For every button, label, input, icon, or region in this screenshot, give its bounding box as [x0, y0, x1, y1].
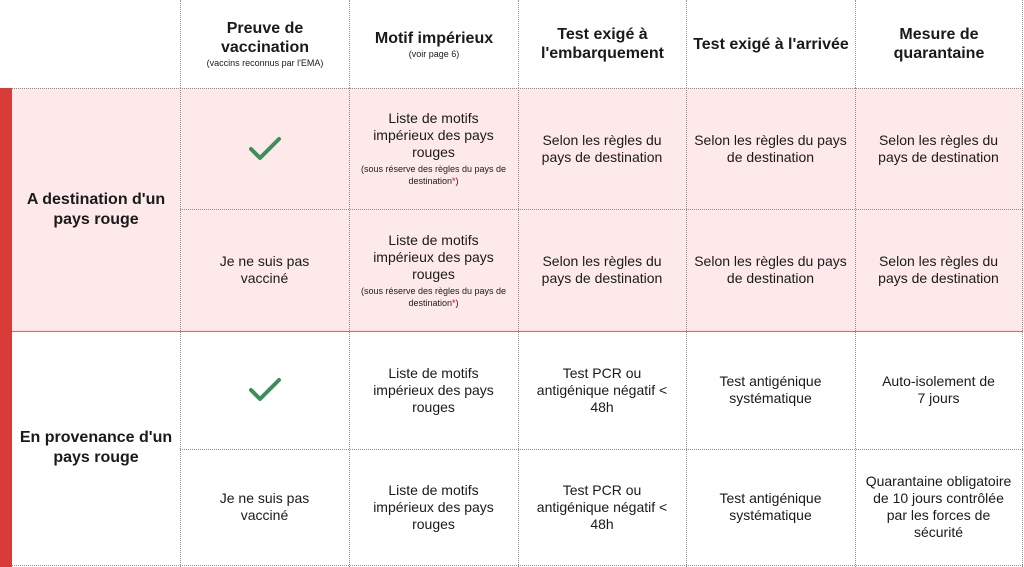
check-icon — [248, 135, 282, 163]
cell-text: Test antigénique systématique — [719, 373, 822, 406]
motif-note: (sous réserve des règles du pays de destination*) — [360, 164, 507, 186]
cell-text: Selon les règles du pays de destination — [878, 131, 999, 165]
cell-motif — [349, 88, 518, 209]
group-label-provenance — [12, 331, 180, 565]
cell-text: Selon les règles du pays de destination — [541, 131, 663, 165]
cell-vaccination-vaccinated — [180, 331, 349, 449]
cell-text: Test PCR ou antigénique négatif < 48h — [536, 364, 668, 415]
group-label-text: En provenance d'un pays rouge — [19, 429, 173, 466]
motif-text: Liste de motifs impérieux des pays rouges — [373, 481, 494, 532]
cell-text: Selon les règles du pays de destination — [694, 131, 847, 165]
header-note: (vaccins reconnus par l'EMA) — [206, 58, 324, 68]
cell-test-arrivee — [686, 449, 855, 565]
cell-vaccination-unvaccinated — [180, 449, 349, 565]
header-title: Motif impérieux — [374, 29, 494, 47]
cell-motif — [349, 331, 518, 449]
cell-text: Test antigénique systématique — [719, 490, 822, 523]
cell-vaccination-unvaccinated — [180, 209, 349, 331]
header-quarantaine — [855, 0, 1022, 88]
column-divider — [1022, 0, 1023, 567]
cell-quarantaine — [855, 331, 1022, 449]
asterisk-mark: * — [452, 176, 456, 186]
cell-motif — [349, 209, 518, 331]
group-label-destination — [12, 88, 180, 331]
header-title: Test exigé à l'embarquement — [541, 26, 664, 62]
cell-test-embarquement — [518, 209, 686, 331]
cell-text: Test PCR ou antigénique négatif < 48h — [536, 481, 668, 532]
header-title: Mesure de quarantaine — [893, 26, 985, 62]
cell-test-embarquement — [518, 88, 686, 209]
cell-quarantaine — [855, 449, 1022, 565]
cell-text: Selon les règles du pays de destination — [878, 253, 999, 286]
table-bottom-border — [12, 565, 1023, 566]
cell-text: Selon les règles du pays de destination — [541, 253, 663, 286]
motif-text: Liste de motifs impérieux des pays rouges — [373, 231, 494, 282]
asterisk-mark: * — [452, 297, 456, 308]
cell-text: Selon les règles du pays de destination — [694, 253, 847, 286]
header-vaccination — [180, 0, 349, 88]
cell-text: Auto-isolement de 7 jours — [882, 373, 995, 406]
cell-test-arrivee — [686, 331, 855, 449]
motif-text: Liste de motifs impérieux des pays rouges — [373, 110, 494, 160]
motif-text: Liste de motifs impérieux des pays rouges — [373, 364, 494, 415]
header-test-embarquement — [518, 0, 686, 88]
motif-note: (sous réserve des règles du pays de destination*) — [360, 285, 507, 308]
header-title: Preuve de vaccination — [220, 20, 310, 56]
cell-text: Je ne suis pas vacciné — [219, 490, 310, 523]
cell-text: Quarantaine obligatoire de 10 jours contrôlée par les forces de sécurité — [865, 473, 1012, 540]
group-label-text: A destination d'un pays rouge — [26, 190, 166, 228]
cell-test-embarquement — [518, 331, 686, 449]
check-icon — [248, 376, 282, 404]
header-motif — [349, 0, 518, 88]
cell-test-arrivee — [686, 88, 855, 209]
header-note: (voir page 6) — [408, 48, 460, 59]
cell-test-arrivee — [686, 209, 855, 331]
cell-text: Je ne suis pas vacciné — [219, 253, 310, 286]
cell-quarantaine — [855, 209, 1022, 331]
left-accent-bar — [0, 88, 12, 567]
cell-motif — [349, 449, 518, 565]
cell-test-embarquement — [518, 449, 686, 565]
cell-quarantaine — [855, 88, 1022, 209]
header-test-arrivee — [686, 0, 855, 88]
cell-vaccination-vaccinated — [180, 88, 349, 209]
header-title: Test exigé à l'arrivée — [693, 35, 849, 53]
